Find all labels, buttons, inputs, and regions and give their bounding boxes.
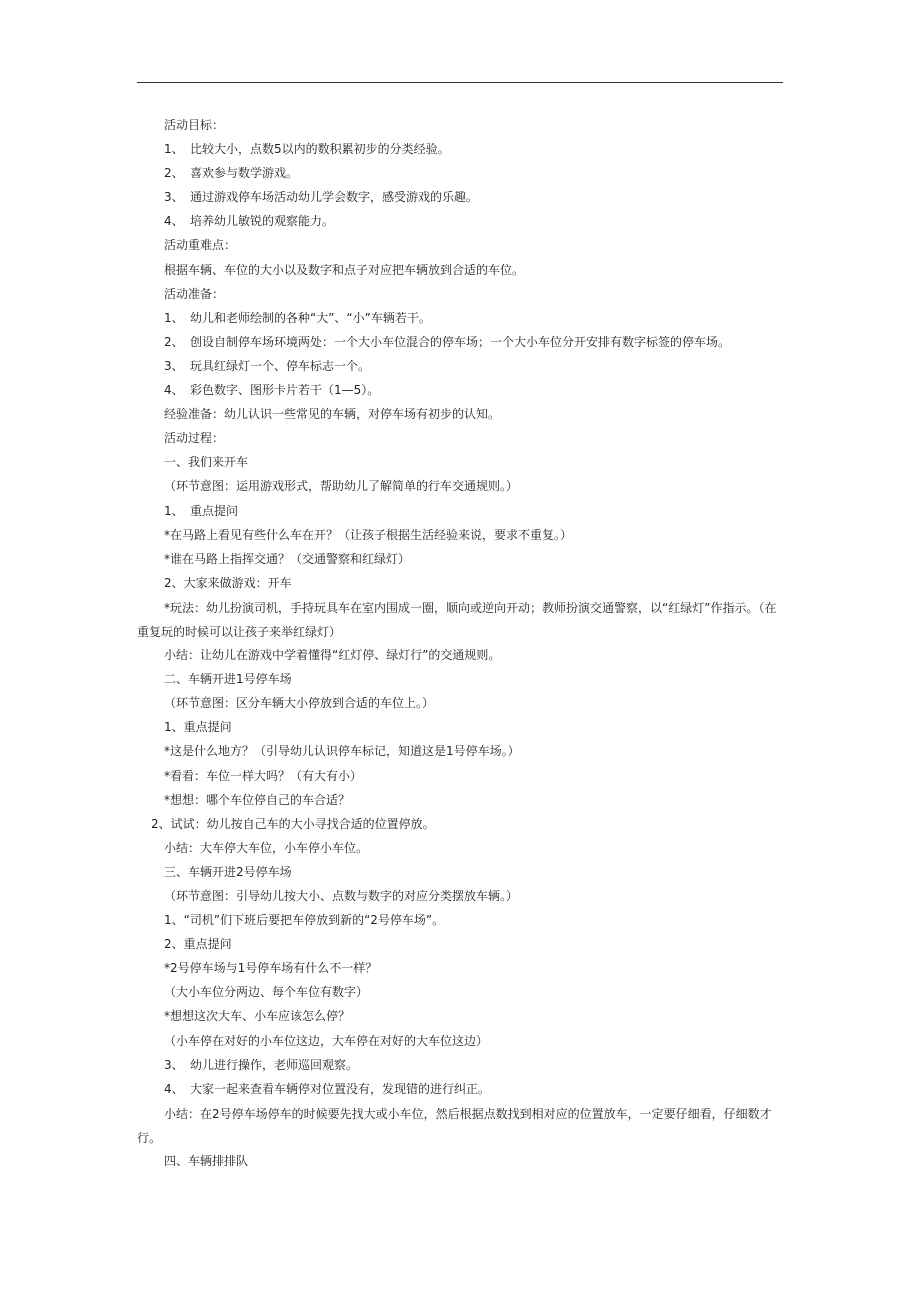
paragraph-line: *在马路上看见有些什么车在开？（让孩子根据生活经验来说，要求不重复。） <box>164 527 573 542</box>
paragraph-line: （小车停在对好的小车位这边，大车停在对好的大车位这边） <box>164 1033 489 1048</box>
document-body <box>0 114 920 1174</box>
paragraph-line: 经验准备：幼儿认识一些常见的车辆，对停车场有初步的认知。 <box>164 407 501 422</box>
paragraph-line: *想想这次大车、小车应该怎么停？ <box>164 1009 351 1024</box>
wrapped-paragraph: *玩法：幼儿扮演司机，手持玩具车在室内围成一圈，顺向或逆向开动；教师扮演交通警察，以“红绿灯”作指示。（在重复玩的时候可以让孩子来举红绿灯） <box>137 600 777 639</box>
paragraph-line: 小结：让幼儿在游戏中学着懂得“红灯停、绿灯行”的交通规则。 <box>164 648 501 663</box>
list-item: 1、 比较大小，点数5以内的数积累初步的分类经验。 <box>164 142 450 157</box>
paragraph-line: （环节意图：运用游戏形式，帮助幼儿了解简单的行车交通规则。） <box>164 479 519 494</box>
paragraph-line: *2号停车场与1号停车场有什么不一样？ <box>164 961 378 976</box>
list-item: 2、 创设自制停车场环境两处：一个大小车位混合的停车场；一个大小车位分开安排有数字标签的停车场。 <box>164 334 731 349</box>
paragraph-line: 1、“司机”们下班后要把车停放到新的“2号停车场”。 <box>164 913 445 928</box>
paragraph-line: *看看：车位一样大吗？（有大有小） <box>164 768 363 783</box>
paragraph-line: *这是什么地方？（引导幼儿认识停车标记，知道这是1号停车场。） <box>164 744 520 759</box>
subsection-heading: 二、车辆开进1号停车场 <box>164 672 292 687</box>
wrapped-paragraph: 小结：在2号停车场停车的时候要先找大或小车位，然后根据点数找到相对应的位置放车，一定要仔细看，仔细数才行。 <box>137 1106 772 1145</box>
list-item: 3、 幼儿进行操作，老师巡回观察。 <box>164 1057 359 1072</box>
paragraph-line: 1、重点提问 <box>164 720 232 735</box>
list-item: 4、 培养幼儿敏锐的观察能力。 <box>164 214 335 229</box>
subsection-heading: 一、我们来开车 <box>164 455 249 470</box>
list-item: 1、 幼儿和老师绘制的各种“大”、“小”车辆若干。 <box>164 310 431 325</box>
paragraph-line: 2、大家来做游戏：开车 <box>164 575 292 590</box>
section-heading-key-points: 活动重难点： <box>164 238 237 253</box>
section-heading-goals: 活动目标： <box>164 118 225 132</box>
subsection-heading: 三、车辆开进2号停车场 <box>164 864 292 879</box>
paragraph-line: *想想：哪个车位停自己的车合适？ <box>164 792 351 807</box>
paragraph-line: （环节意图：区分车辆大小停放到合适的车位上。） <box>164 696 435 711</box>
subsection-heading: 四、车辆排排队 <box>164 1154 249 1169</box>
header-rule <box>137 82 783 83</box>
paragraph-line: 2、重点提问 <box>164 937 232 952</box>
paragraph-line: 根据车辆、车位的大小以及数字和点子对应把车辆放到合适的车位。 <box>164 262 525 277</box>
list-item: 4、 大家一起来查看车辆停对位置没有，发现错的进行纠正。 <box>164 1081 491 1096</box>
list-item: 1、 重点提问 <box>164 503 239 518</box>
paragraph-line: （大小车位分两边、每个车位有数字） <box>164 985 369 1000</box>
list-item: 2、 喜欢参与数学游戏。 <box>164 166 299 181</box>
paragraph-line: 小结：大车停大车位，小车停小车位。 <box>164 840 369 855</box>
paragraph-line: 2、试试：幼儿按自己车的大小寻找合适的位置停放。 <box>151 816 435 831</box>
section-heading-preparation: 活动准备： <box>164 286 225 301</box>
list-item: 3、 通过游戏停车场活动幼儿学会数字，感受游戏的乐趣。 <box>164 190 479 205</box>
paragraph-line: *谁在马路上指挥交通？（交通警察和红绿灯） <box>164 551 411 566</box>
list-item: 3、 玩具红绿灯一个、停车标志一个。 <box>164 358 371 373</box>
section-heading-process: 活动过程： <box>164 431 225 446</box>
paragraph-line: （环节意图：引导幼儿按大小、点数与数字的对应分类摆放车辆。） <box>164 889 519 903</box>
list-item: 4、 彩色数字、图形卡片若干（1—5）。 <box>164 383 380 398</box>
